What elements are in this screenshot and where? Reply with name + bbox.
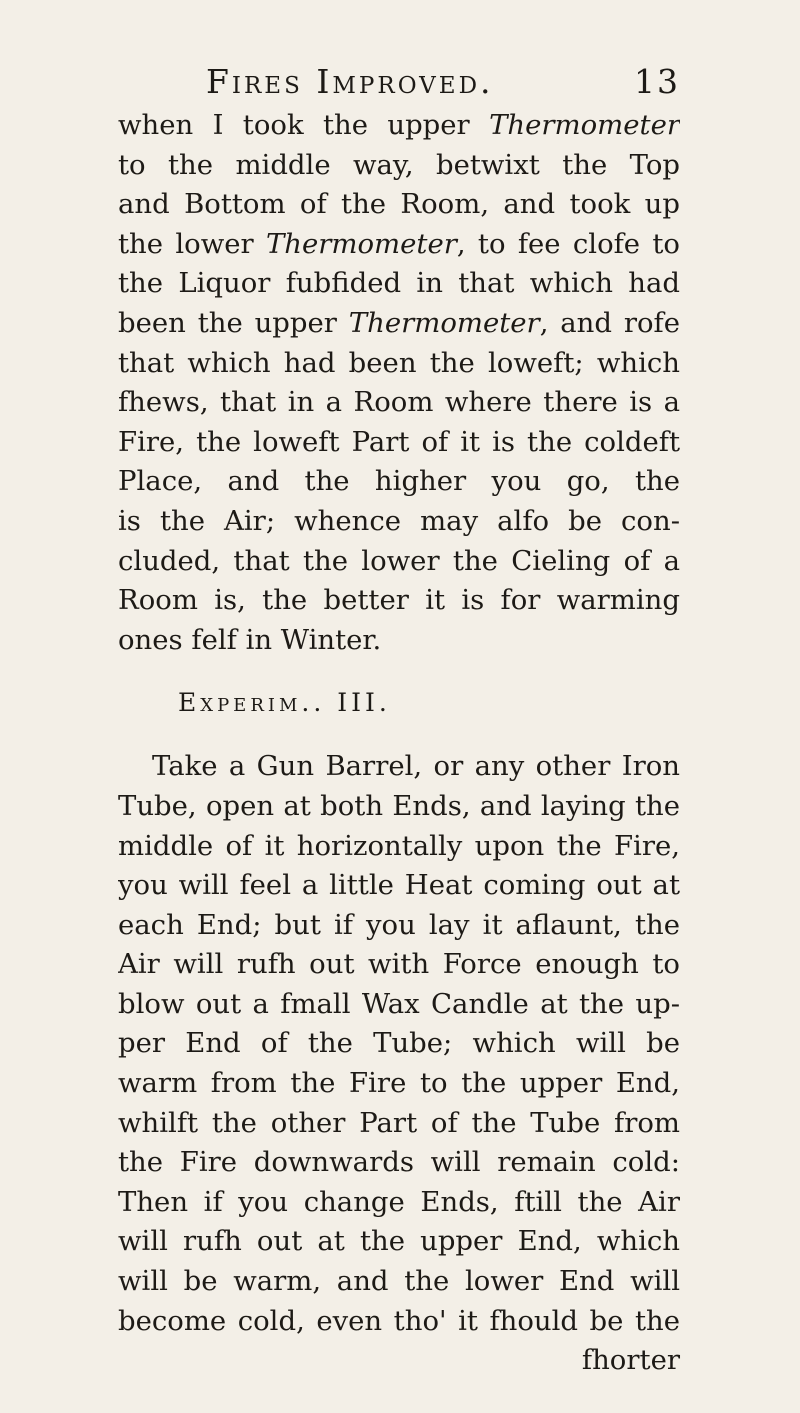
text-line: the Fire downwards will remain cold: <box>118 1146 680 1179</box>
text-line: to the middle way, betwixt the Top <box>118 148 680 181</box>
text-line: fhews, that in a Room where there is a <box>118 386 680 419</box>
text-line: each End; but if you lay it aflaunt, the <box>118 908 680 941</box>
text-line: the lower Thermometer, to fee clofe to <box>118 227 680 260</box>
running-head <box>118 62 680 106</box>
text-line: whilft the other Part of the Tube from <box>118 1106 680 1139</box>
paragraph-1 <box>118 106 680 660</box>
text-line: Air will rufh out with Force enough to <box>118 948 680 981</box>
text-line: when I took the upper Thermometer <box>118 109 680 141</box>
running-head-title: Fires Improved. <box>206 62 494 101</box>
text-line: Room is, the better it is for warming <box>118 584 680 617</box>
text-line: Place, and the higher you go, the <box>118 465 680 498</box>
text-line: blow out a fmall Wax Candle at the up- <box>118 987 680 1020</box>
text-line: and Bottom of the Room, and took up <box>118 188 680 221</box>
text-line: middle of it horizontally upon the Fire, <box>118 829 680 862</box>
text-line: the Liquor fubfided in that which had <box>118 267 680 300</box>
text-line: been the upper Thermometer, and rofe <box>118 306 680 339</box>
catchword: fhorter <box>581 1344 680 1377</box>
text-line: Take a Gun Barrel, or any other Iron <box>152 750 680 783</box>
text-line: Then if you change Ends, ftill the Air <box>118 1185 680 1218</box>
section-heading: Experim.. III. <box>178 688 391 718</box>
text-line: Tube, open at both Ends, and laying the <box>118 789 680 822</box>
text-line: will be warm, and the lower End will <box>118 1265 680 1298</box>
text-line: cluded, that the lower the Cieling of a <box>118 544 680 577</box>
text-line: will rufh out at the upper End, which <box>118 1225 680 1258</box>
paragraph-2 <box>118 747 680 1381</box>
text-line: ones felf in Winter. <box>118 623 382 656</box>
text-line: become cold, even tho' it fhould be the <box>118 1304 680 1337</box>
text-line: is the Air; whence may alfo be con- <box>118 504 680 537</box>
text-line: that which had been the loweft; which <box>118 346 680 379</box>
text-line: per End of the Tube; which will be <box>118 1027 680 1060</box>
text-line: Fire, the loweft Part of it is the coldeft <box>118 425 680 458</box>
text-line: you will feel a little Heat coming out at <box>118 869 680 902</box>
text-line: warm from the Fire to the upper End, <box>118 1067 680 1100</box>
page-number: 13 <box>634 62 680 101</box>
